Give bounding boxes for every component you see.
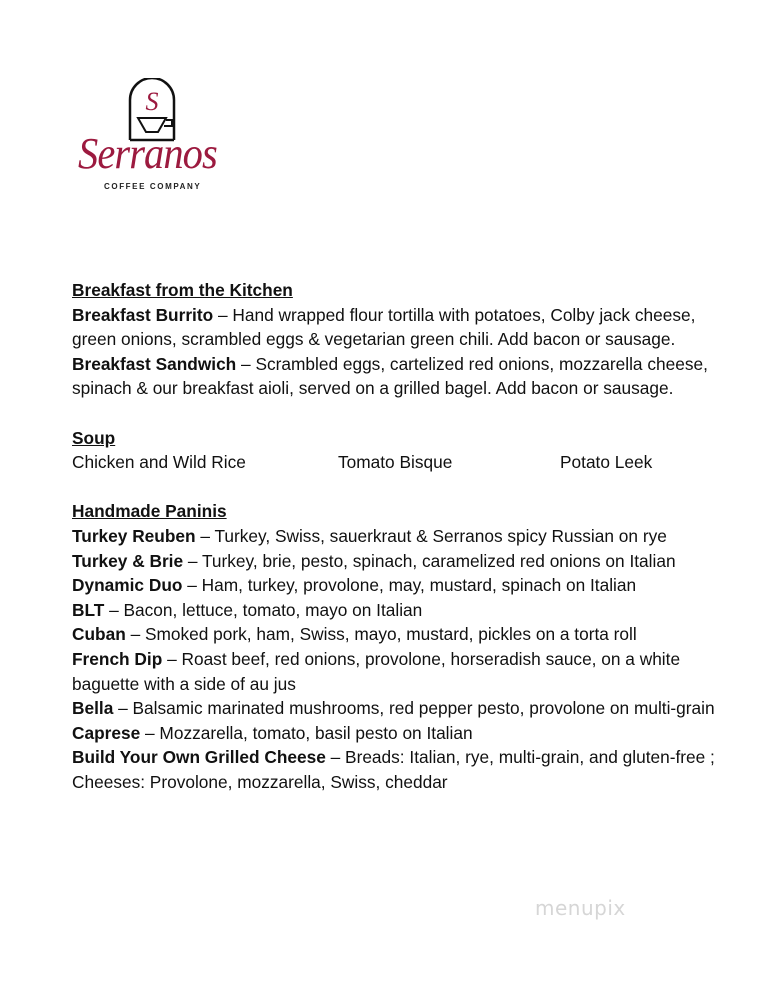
item-desc: – Mozzarella, tomato, basil pesto on Italian xyxy=(140,722,473,743)
menu-item xyxy=(72,573,722,598)
soup-item: Potato Leek xyxy=(560,452,653,473)
brand-subtitle: COFFEE COMPANY xyxy=(104,182,202,191)
soup-list xyxy=(72,450,722,475)
item-name: Caprese xyxy=(72,722,141,743)
item-name: Bella xyxy=(72,698,114,719)
item-name: Breakfast Burrito xyxy=(72,304,214,325)
menu-item xyxy=(72,647,722,696)
brand-name: Serranos xyxy=(78,129,217,178)
menu-item xyxy=(72,622,722,647)
item-desc: – Breads: Italian, rye, multi-grain, and gluten-free ; Cheeses: Provolone, mozzarella, Swiss, cheddar xyxy=(72,747,715,792)
item-desc: – Turkey, Swiss, sauerkraut & Serranos spicy Russian on rye xyxy=(195,525,667,546)
item-name: Cuban xyxy=(72,624,126,645)
item-desc: – Scrambled eggs, cartelized red onions, mozzarella cheese, spinach & our breakfast aioli, served on a grilled bagel. Add bacon or sausage. xyxy=(72,353,708,399)
item-name: Build Your Own Grilled Cheese xyxy=(72,747,326,768)
item-name: BLT xyxy=(72,599,105,620)
item-desc: – Bacon, lettuce, tomato, mayo on Italian xyxy=(104,599,423,620)
item-desc: – Ham, turkey, provolone, may, mustard, spinach on Italian xyxy=(182,575,637,596)
menu-item xyxy=(72,598,722,623)
menu-item xyxy=(72,549,722,574)
item-name: French Dip xyxy=(72,648,163,669)
menu-item xyxy=(72,303,722,352)
menu-item xyxy=(72,352,722,401)
item-name: Turkey & Brie xyxy=(72,550,184,571)
section-heading-soup: Soup xyxy=(72,427,116,448)
item-name: Breakfast Sandwich xyxy=(72,353,237,374)
menu-item xyxy=(72,745,722,794)
item-desc: – Turkey, brie, pesto, spinach, caramelized red onions on Italian xyxy=(183,550,676,571)
section-heading-paninis: Handmade Paninis xyxy=(72,501,227,522)
item-desc: – Hand wrapped flour tortilla with potatoes, Colby jack cheese, green onions, scrambled eggs & vegetarian green chili. Add bacon or sausage. xyxy=(72,304,696,350)
menu-item xyxy=(72,696,722,721)
item-name: Dynamic Duo xyxy=(72,575,183,596)
menu-item xyxy=(72,524,722,549)
item-name: Turkey Reuben xyxy=(72,525,196,546)
soup-item: Chicken and Wild Rice xyxy=(72,452,246,473)
item-desc: – Balsamic marinated mushrooms, red pepper pesto, provolone on multi-grain xyxy=(113,698,715,719)
serranos-logo xyxy=(78,78,228,198)
svg-text:S: S xyxy=(145,87,159,116)
section-heading-breakfast: Breakfast from the Kitchen xyxy=(72,280,293,300)
soup-item: Tomato Bisque xyxy=(338,452,453,473)
item-desc: – Roast beef, red onions, provolone, horseradish sauce, on a white baguette with a side of au jus xyxy=(72,648,681,694)
menupix-watermark: menupix xyxy=(535,896,626,920)
item-desc: – Smoked pork, ham, Swiss, mayo, mustard, pickles on a torta roll xyxy=(125,624,637,645)
menu-item xyxy=(72,721,722,746)
menu-content xyxy=(72,278,722,794)
